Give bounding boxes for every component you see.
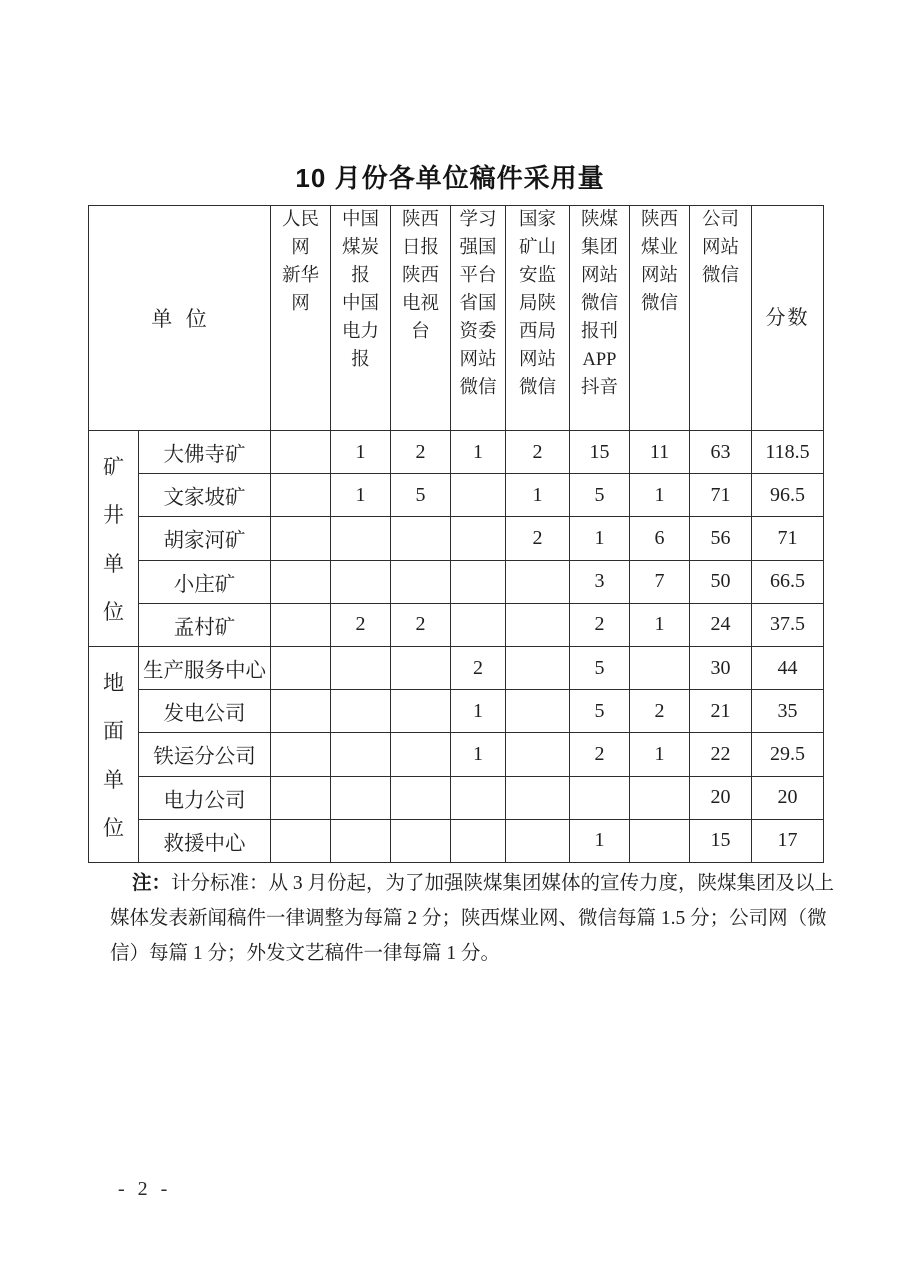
value-cell: 66.5 [752, 560, 824, 603]
table-row [89, 560, 824, 603]
column-header-line: 网 [291, 294, 310, 314]
unit-name: 救援中心 [139, 819, 271, 862]
value-cell [506, 776, 570, 819]
value-cell: 63 [690, 431, 752, 474]
column-header-line: 新华 [281, 266, 319, 286]
column-header-line: APP [582, 350, 617, 370]
unit-name: 大佛寺矿 [139, 431, 271, 474]
value-cell: 1 [630, 733, 690, 776]
value-cell [331, 776, 391, 819]
group-label-char: 井 [103, 503, 124, 528]
column-header-line: 微信 [518, 378, 556, 398]
value-cell: 17 [752, 819, 824, 862]
table-row [89, 431, 824, 474]
value-cell: 1 [451, 733, 506, 776]
note-line-1-text: 计分标准：从 3 月份起，为了加强陕煤集团媒体的宣传力度，陕煤集团及以上 [171, 873, 835, 894]
value-cell [506, 560, 570, 603]
value-cell [451, 819, 506, 862]
value-cell [570, 776, 630, 819]
table-row [89, 776, 824, 819]
value-cell: 1 [331, 431, 391, 474]
group-label-char: 位 [103, 815, 124, 840]
value-cell [271, 733, 331, 776]
value-cell [630, 646, 690, 689]
unit-name: 孟村矿 [139, 603, 271, 646]
value-cell [271, 560, 331, 603]
page-title: 10 月份各单位稿件采用量 [295, 163, 605, 193]
value-cell [271, 517, 331, 560]
value-cell [506, 646, 570, 689]
group-label-char: 单 [103, 767, 124, 792]
column-header-line: 煤炭 [341, 238, 379, 258]
column-header-1 [271, 206, 331, 431]
value-cell [331, 646, 391, 689]
unit-column-header: 单 位 [89, 206, 271, 431]
group-label-2 [89, 646, 139, 862]
column-header-line: 报刊 [580, 322, 618, 342]
group-label-char: 矿 [103, 454, 124, 479]
group-label-char: 面 [103, 719, 124, 744]
table-row [89, 733, 824, 776]
value-cell: 1 [570, 819, 630, 862]
column-header-line: 局陕 [518, 294, 556, 314]
unit-name: 胡家河矿 [139, 517, 271, 560]
column-header-line: 微信 [701, 266, 739, 286]
column-header-line: 微信 [459, 378, 497, 398]
column-header-line: 网站 [701, 238, 739, 258]
value-cell: 1 [630, 603, 690, 646]
table-row [89, 646, 824, 689]
column-header-line: 分数 [765, 307, 810, 329]
column-header-line: 微信 [580, 294, 618, 314]
value-cell: 50 [690, 560, 752, 603]
column-header-line: 公司 [701, 210, 739, 230]
value-cell: 22 [690, 733, 752, 776]
value-cell: 2 [630, 690, 690, 733]
column-header-line: 网 [291, 238, 310, 258]
value-cell: 7 [630, 560, 690, 603]
value-cell: 96.5 [752, 474, 824, 517]
column-header-line: 微信 [640, 294, 678, 314]
value-cell [271, 776, 331, 819]
value-cell [451, 517, 506, 560]
value-cell: 2 [570, 733, 630, 776]
column-header-line: 电力 [341, 322, 379, 342]
column-header-line: 网站 [640, 266, 678, 286]
value-cell: 5 [570, 690, 630, 733]
note-line-1 [110, 866, 835, 901]
group-label-text [89, 648, 138, 860]
value-cell [391, 819, 451, 862]
column-header-line: 报 [351, 350, 370, 370]
value-cell: 20 [752, 776, 824, 819]
unit-name: 电力公司 [139, 776, 271, 819]
page-number: - 2 - [118, 1178, 172, 1200]
value-cell: 1 [630, 474, 690, 517]
column-header-8 [690, 206, 752, 431]
column-header-4 [451, 206, 506, 431]
group-label-1 [89, 431, 139, 647]
column-header-line: 煤业 [640, 238, 678, 258]
value-cell: 5 [570, 646, 630, 689]
unit-name: 发电公司 [139, 690, 271, 733]
value-cell [391, 733, 451, 776]
group-label-char: 单 [103, 551, 124, 576]
column-header-7 [630, 206, 690, 431]
value-cell: 2 [506, 517, 570, 560]
note-line-3: 信）每篇 1 分；外发文艺稿件一律每篇 1 分。 [110, 943, 501, 964]
value-cell: 35 [752, 690, 824, 733]
value-cell [331, 560, 391, 603]
value-cell: 44 [752, 646, 824, 689]
column-header-line: 日报 [401, 238, 439, 258]
column-header-line: 强国 [459, 238, 497, 258]
value-cell [451, 474, 506, 517]
column-header-line: 抖音 [580, 378, 618, 398]
column-header-line: 中国 [341, 210, 379, 230]
column-header-line: 电视 [401, 294, 439, 314]
column-header-line: 国家 [518, 210, 556, 230]
value-cell [271, 603, 331, 646]
value-cell: 56 [690, 517, 752, 560]
value-cell [391, 560, 451, 603]
column-header-line: 平台 [459, 266, 497, 286]
group-label-char: 位 [103, 600, 124, 625]
value-cell: 2 [570, 603, 630, 646]
column-header-line: 报 [351, 266, 370, 286]
value-cell [271, 431, 331, 474]
column-header-line: 网站 [580, 266, 618, 286]
column-header-line: 陕西 [640, 210, 678, 230]
column-header-line: 学习 [459, 210, 497, 230]
value-cell: 15 [690, 819, 752, 862]
column-header-line: 陕西 [401, 266, 439, 286]
value-cell: 71 [690, 474, 752, 517]
note-line-2: 媒体发表新闻稿件一律调整为每篇 2 分；陕西煤业网、微信每篇 1.5 分；公司网（微 [110, 908, 827, 929]
value-cell: 29.5 [752, 733, 824, 776]
column-header-line: 中国 [341, 294, 379, 314]
value-cell [451, 776, 506, 819]
table-row [89, 603, 824, 646]
value-cell [630, 776, 690, 819]
unit-name: 生产服务中心 [139, 646, 271, 689]
unit-name: 铁运分公司 [139, 733, 271, 776]
value-cell [331, 690, 391, 733]
value-cell: 3 [570, 560, 630, 603]
column-header-6 [570, 206, 630, 431]
value-cell [451, 560, 506, 603]
value-cell: 37.5 [752, 603, 824, 646]
value-cell: 15 [570, 431, 630, 474]
value-cell: 2 [391, 431, 451, 474]
table-row [89, 517, 824, 560]
column-header-line: 安监 [518, 266, 556, 286]
value-cell: 2 [331, 603, 391, 646]
column-header-line: 台 [411, 322, 430, 342]
value-cell: 71 [752, 517, 824, 560]
column-header-3 [391, 206, 451, 431]
value-cell [506, 733, 570, 776]
unit-name: 文家坡矿 [139, 474, 271, 517]
column-header-line: 网站 [459, 350, 497, 370]
group-label-char: 地 [103, 670, 124, 695]
value-cell: 1 [570, 517, 630, 560]
value-cell: 2 [451, 646, 506, 689]
value-cell: 1 [331, 474, 391, 517]
value-cell [331, 819, 391, 862]
column-header-line: 省国 [459, 294, 497, 314]
value-cell [506, 819, 570, 862]
adoption-table [88, 205, 824, 863]
table-row [89, 819, 824, 862]
value-cell: 1 [451, 431, 506, 474]
table-row [89, 474, 824, 517]
value-cell: 24 [690, 603, 752, 646]
value-cell [331, 517, 391, 560]
value-cell [271, 646, 331, 689]
value-cell [391, 776, 451, 819]
value-cell [271, 474, 331, 517]
value-cell: 20 [690, 776, 752, 819]
column-header-line: 人民 [281, 210, 319, 230]
value-cell [630, 819, 690, 862]
value-cell: 21 [690, 690, 752, 733]
column-header-line: 网站 [518, 350, 556, 370]
column-header-line: 矿山 [518, 238, 556, 258]
value-cell [331, 733, 391, 776]
column-header-line: 陕西 [401, 210, 439, 230]
column-header-line: 西局 [518, 322, 556, 342]
value-cell [391, 517, 451, 560]
column-header-line: 陕煤 [580, 210, 618, 230]
table-row [89, 690, 824, 733]
column-header-2 [331, 206, 391, 431]
column-header-line: 资委 [459, 322, 497, 342]
value-cell: 11 [630, 431, 690, 474]
value-cell [271, 819, 331, 862]
value-cell [391, 690, 451, 733]
value-cell: 6 [630, 517, 690, 560]
group-label-text [89, 432, 138, 644]
value-cell: 2 [391, 603, 451, 646]
value-cell: 2 [506, 431, 570, 474]
note-paragraph [110, 866, 835, 971]
unit-name: 小庄矿 [139, 560, 271, 603]
value-cell [506, 690, 570, 733]
column-header-line: 集团 [580, 238, 618, 258]
value-cell [451, 603, 506, 646]
value-cell: 118.5 [752, 431, 824, 474]
value-cell [391, 646, 451, 689]
value-cell [506, 603, 570, 646]
value-cell: 1 [506, 474, 570, 517]
note-prefix: 注： [132, 873, 172, 894]
value-cell: 1 [451, 690, 506, 733]
column-header-9 [752, 206, 824, 431]
value-cell: 5 [391, 474, 451, 517]
value-cell: 5 [570, 474, 630, 517]
value-cell [271, 690, 331, 733]
value-cell: 30 [690, 646, 752, 689]
column-header-5 [506, 206, 570, 431]
